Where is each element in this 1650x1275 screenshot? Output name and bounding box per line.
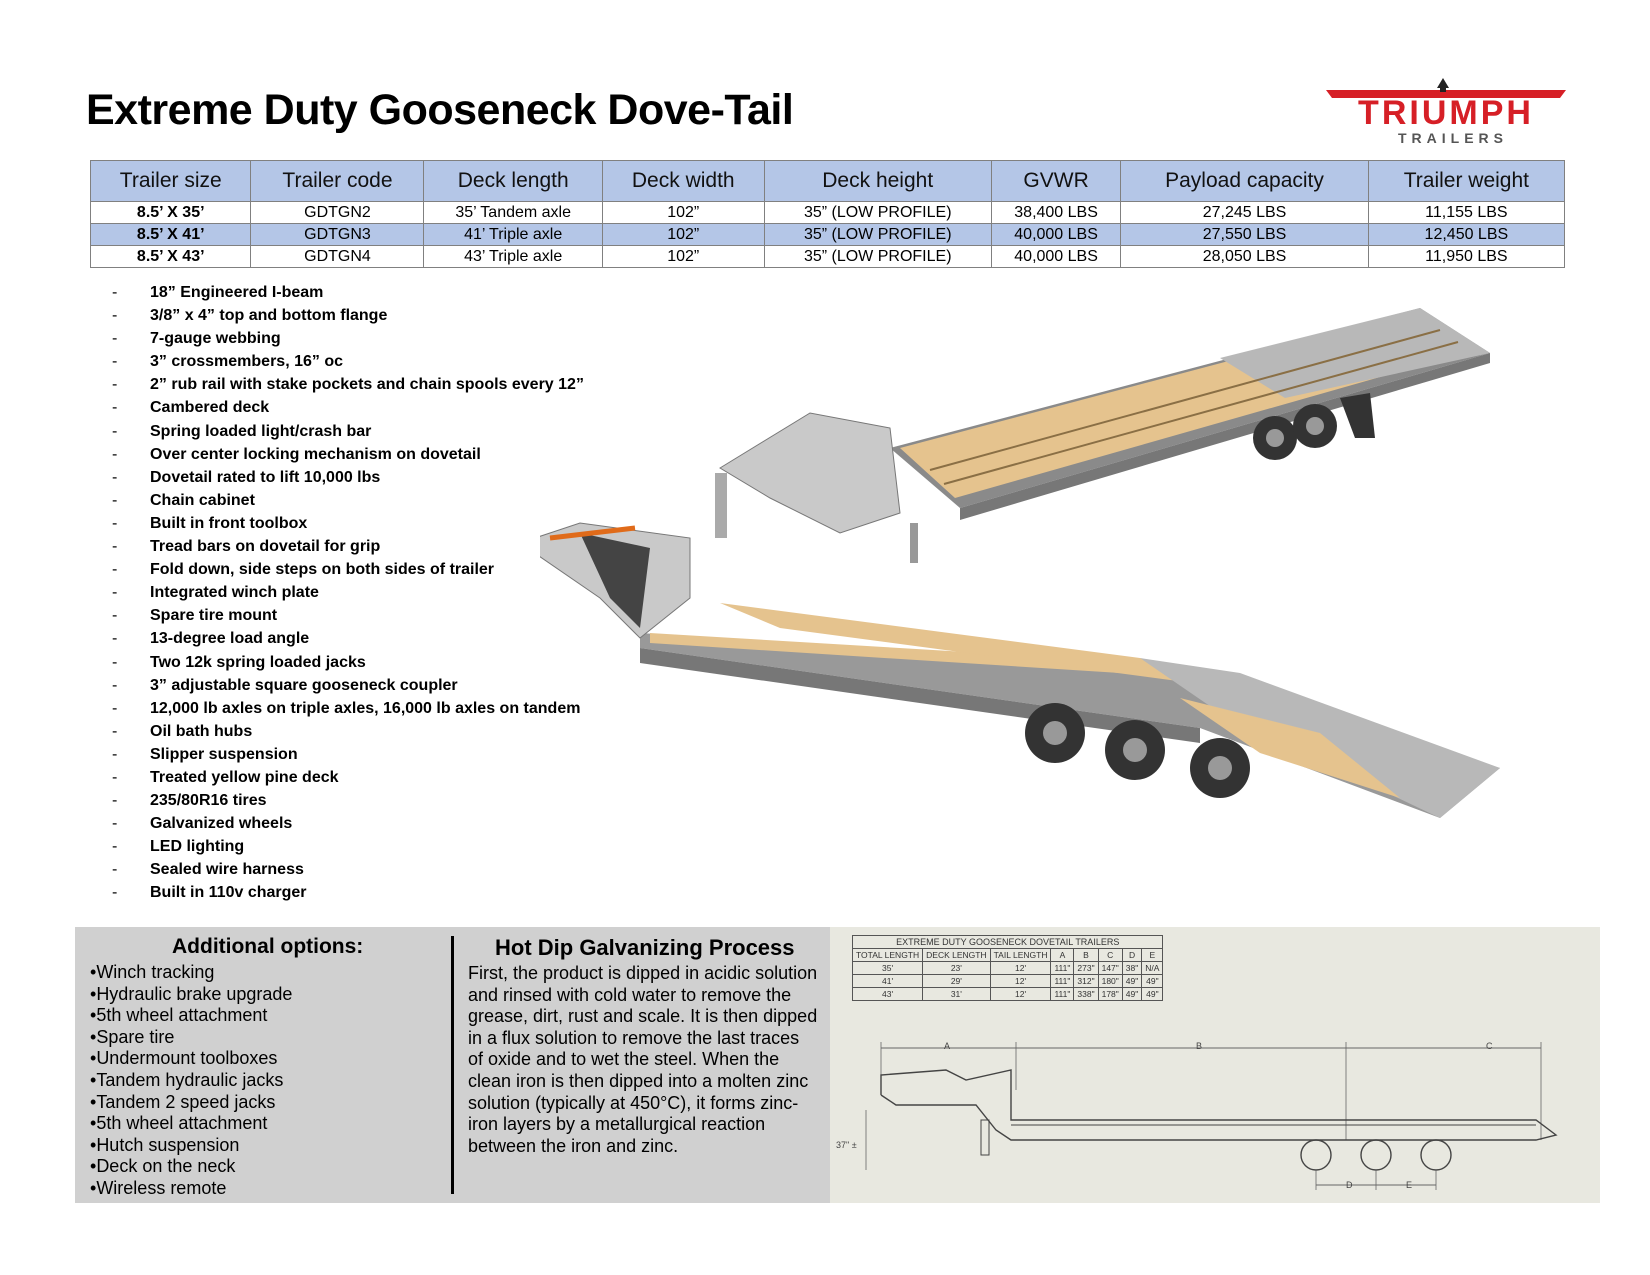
dimension-table-caption: EXTREME DUTY GOOSENECK DOVETAIL TRAILERS xyxy=(853,936,1163,949)
list-item: - Dovetail rated to lift 10,000 lbs xyxy=(110,466,584,489)
dim-header: D xyxy=(1122,949,1141,962)
col-trailer-weight: Trailer weight xyxy=(1368,161,1564,202)
list-item: - Over center locking mechanism on dovetail xyxy=(110,443,584,466)
table-cell: 8.5’ X 35’ xyxy=(91,202,251,224)
table-cell: GDTGN2 xyxy=(251,202,424,224)
table-cell: 102” xyxy=(602,224,764,246)
list-item: - 3/8” x 4” top and bottom flange xyxy=(110,304,584,327)
list-item: - 2” rub rail with stake pockets and chain spools every 12” xyxy=(110,373,584,396)
table-cell: 102” xyxy=(602,246,764,268)
table-cell: 41' xyxy=(853,975,923,988)
table-cell: 49" xyxy=(1122,988,1141,1001)
table-cell: 35' xyxy=(853,962,923,975)
table-cell: 178" xyxy=(1098,988,1122,1001)
table-cell: 11,950 LBS xyxy=(1368,246,1564,268)
dim-header: B xyxy=(1074,949,1098,962)
table-cell: 27,245 LBS xyxy=(1121,202,1368,224)
lower-trailer-illustration xyxy=(540,523,1500,818)
list-item: - Built in 110v charger xyxy=(110,881,584,904)
galvanizing-heading: Hot Dip Galvanizing Process xyxy=(495,935,795,960)
dimension-table xyxy=(852,935,1163,1001)
table-cell: 43’ Triple axle xyxy=(424,246,602,268)
table-cell: GDTGN4 xyxy=(251,246,424,268)
list-item: • Wireless remote xyxy=(90,1178,292,1200)
table-row xyxy=(853,975,1163,988)
table-cell: 27,550 LBS xyxy=(1121,224,1368,246)
table-cell: 38,400 LBS xyxy=(991,202,1120,224)
table-cell: 111" xyxy=(1051,975,1074,988)
table-cell: 180" xyxy=(1098,975,1122,988)
table-cell: 43' xyxy=(853,988,923,1001)
table-row xyxy=(853,962,1163,975)
dim-header: A xyxy=(1051,949,1074,962)
dim-header: C xyxy=(1098,949,1122,962)
dim-header: E xyxy=(1142,949,1163,962)
col-trailer-code: Trailer code xyxy=(251,161,424,202)
table-cell: 35” (LOW PROFILE) xyxy=(764,202,991,224)
upper-trailer-illustration xyxy=(715,308,1490,563)
col-trailer-size: Trailer size xyxy=(91,161,251,202)
page-title: Extreme Duty Gooseneck Dove-Tail xyxy=(86,86,794,134)
col-deck-length: Deck length xyxy=(424,161,602,202)
list-item: - Spare tire mount xyxy=(110,604,584,627)
list-item: • Hutch suspension xyxy=(90,1135,292,1157)
table-row xyxy=(91,202,1565,224)
trailer-side-view-drawing xyxy=(836,1030,1596,1200)
table-cell: 8.5’ X 41’ xyxy=(91,224,251,246)
feature-list xyxy=(110,281,584,905)
list-item: - Slipper suspension xyxy=(110,743,584,766)
dim-header: DECK LENGTH xyxy=(923,949,990,962)
panel-divider xyxy=(451,936,454,1194)
trailer-render-image xyxy=(540,298,1600,878)
table-cell: 12' xyxy=(990,962,1051,975)
table-cell: 312" xyxy=(1074,975,1098,988)
list-item: - Integrated winch plate xyxy=(110,581,584,604)
list-item: - Galvanized wheels xyxy=(110,812,584,835)
list-item: • Hydraulic brake upgrade xyxy=(90,984,292,1006)
table-cell: 11,155 LBS xyxy=(1368,202,1564,224)
logo-subtext: TRAILERS xyxy=(1398,130,1508,146)
list-item: - 235/80R16 tires xyxy=(110,789,584,812)
table-row xyxy=(91,246,1565,268)
list-item: - Built in front toolbox xyxy=(110,512,584,535)
table-cell: 41’ Triple axle xyxy=(424,224,602,246)
list-item: - Tread bars on dovetail for grip xyxy=(110,535,584,558)
options-heading: Additional options: xyxy=(172,935,364,958)
options-list xyxy=(90,962,292,1200)
list-item: • Spare tire xyxy=(90,1027,292,1049)
col-deck-height: Deck height xyxy=(764,161,991,202)
table-cell: 147" xyxy=(1098,962,1122,975)
dim-label-e: E xyxy=(1406,1180,1413,1190)
table-cell: 49" xyxy=(1122,975,1141,988)
table-cell: 12' xyxy=(990,988,1051,1001)
table-cell: 12,450 LBS xyxy=(1368,224,1564,246)
dim-label-d: D xyxy=(1346,1180,1353,1190)
list-item: • Undermount toolboxes xyxy=(90,1048,292,1070)
table-cell: 111" xyxy=(1051,962,1074,975)
list-item: - Fold down, side steps on both sides of trailer xyxy=(110,558,584,581)
dim-label-b: B xyxy=(1196,1041,1203,1051)
list-item: - 7-gauge webbing xyxy=(110,327,584,350)
table-cell: 35’ Tandem axle xyxy=(424,202,602,224)
table-cell: 31' xyxy=(923,988,990,1001)
table-cell: 102” xyxy=(602,202,764,224)
table-cell: 40,000 LBS xyxy=(991,224,1120,246)
table-cell: 8.5’ X 43’ xyxy=(91,246,251,268)
list-item: - 3” adjustable square gooseneck coupler xyxy=(110,674,584,697)
table-cell: 23' xyxy=(923,962,990,975)
col-payload: Payload capacity xyxy=(1121,161,1368,202)
list-item: - 18” Engineered I-beam xyxy=(110,281,584,304)
spec-table xyxy=(90,160,1565,268)
dim-label-a: A xyxy=(944,1041,951,1051)
table-cell: 35” (LOW PROFILE) xyxy=(764,246,991,268)
list-item: - Chain cabinet xyxy=(110,489,584,512)
list-item: - LED lighting xyxy=(110,835,584,858)
table-row xyxy=(91,224,1565,246)
list-item: • Tandem 2 speed jacks xyxy=(90,1092,292,1114)
list-item: • Deck on the neck xyxy=(90,1156,292,1178)
table-cell: 338" xyxy=(1074,988,1098,1001)
table-cell: 49" xyxy=(1142,975,1163,988)
col-deck-width: Deck width xyxy=(602,161,764,202)
table-cell: 38" xyxy=(1122,962,1141,975)
table-cell: 49" xyxy=(1142,988,1163,1001)
galvanizing-text: First, the product is dipped in acidic solution and rinsed with cold water to remove the grease, dirt, rust and scale. It is then dipped in a flux solution to remove the last traces of oxide and to wet the steel. When the clean iron is then dipped into a molten zinc solution (typically at 450°C), it forms zinc-iron layers by a metallurgical reaction between the iron and zinc. xyxy=(468,963,818,1156)
table-cell: GDTGN3 xyxy=(251,224,424,246)
list-item: - 12,000 lb axles on triple axles, 16,000 lb axles on tandem xyxy=(110,697,584,720)
list-item: - 3” crossmembers, 16” oc xyxy=(110,350,584,373)
table-cell: N/A xyxy=(1142,962,1163,975)
dim-label-c: C xyxy=(1486,1041,1493,1051)
list-item: - Two 12k spring loaded jacks xyxy=(110,651,584,674)
table-cell: 111" xyxy=(1051,988,1074,1001)
list-item: - Oil bath hubs xyxy=(110,720,584,743)
dim-header: TAIL LENGTH xyxy=(990,949,1051,962)
table-cell: 35” (LOW PROFILE) xyxy=(764,224,991,246)
list-item: - Sealed wire harness xyxy=(110,858,584,881)
dim-header: TOTAL LENGTH xyxy=(853,949,923,962)
list-item: - Treated yellow pine deck xyxy=(110,766,584,789)
list-item: • Tandem hydraulic jacks xyxy=(90,1070,292,1092)
table-cell: 12' xyxy=(990,975,1051,988)
table-cell: 28,050 LBS xyxy=(1121,246,1368,268)
list-item: • Winch tracking xyxy=(90,962,292,984)
table-cell: 29' xyxy=(923,975,990,988)
svg-text:TRIUMPH: TRIUMPH xyxy=(1358,94,1534,132)
table-cell: 273" xyxy=(1074,962,1098,975)
list-item: - Spring loaded light/crash bar xyxy=(110,420,584,443)
table-row xyxy=(853,988,1163,1001)
table-cell: 40,000 LBS xyxy=(991,246,1120,268)
col-gvwr: GVWR xyxy=(991,161,1120,202)
dim-label-height: 37" ± xyxy=(836,1140,857,1150)
list-item: • 5th wheel attachment xyxy=(90,1113,292,1135)
list-item: - Cambered deck xyxy=(110,396,584,419)
list-item: - 13-degree load angle xyxy=(110,627,584,650)
list-item: • 5th wheel attachment xyxy=(90,1005,292,1027)
